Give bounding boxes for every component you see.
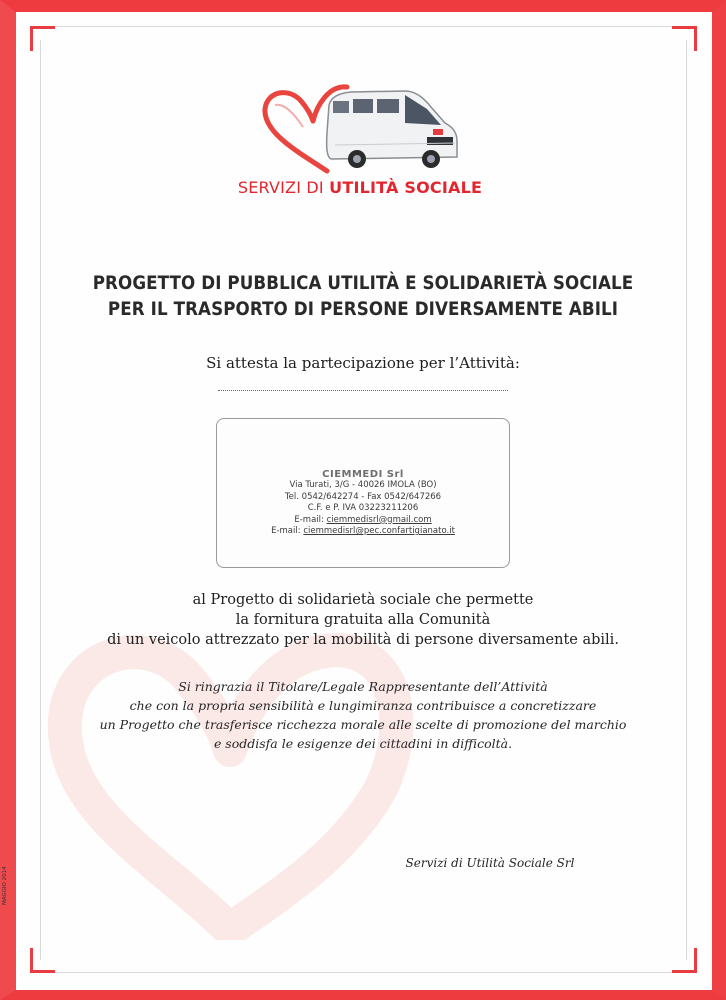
signature: Servizi di Utilità Sociale Srl [405, 856, 575, 870]
dotted-fill-line [218, 390, 508, 391]
title-line-2: PER IL TRASPORTO DI PERSONE DIVERSAMENTE ABILI [107, 298, 619, 320]
corner-mark-bottom-left [30, 948, 55, 973]
guide-line-right [686, 40, 687, 960]
stamp-email-label: E-mail: [294, 514, 327, 525]
guide-line-top [40, 26, 686, 27]
thanks-line-2: che con la propria sensibilità e lungimiranza contribuisce a concretizzare [129, 698, 597, 713]
thanks-paragraph [70, 677, 656, 753]
stamp-company-name: CIEMMEDI Srl [322, 469, 404, 480]
thanks-line-3: un Progetto che trasferisce ricchezza morale alle scelte di promozione del marchio [99, 717, 627, 732]
stamp-pec: ciemmedisrl@pec.confartigianato.it [303, 526, 455, 537]
thanks-line-1: Si ringrazia il Titolare/Legale Rappresentante dell’Attività [178, 679, 548, 694]
brand-name [210, 178, 510, 197]
corner-mark-top-right [672, 26, 697, 51]
thanks-line-4: e soddisfa le esigenze dei cittadini in difficoltà. [213, 736, 513, 751]
heart-watermark-icon [40, 610, 420, 940]
company-stamp [217, 469, 509, 537]
brand-name-part1: SERVIZI DI [237, 178, 330, 197]
company-stamp-box [216, 418, 510, 568]
stamp-email-row [217, 515, 509, 526]
project-description [60, 590, 666, 650]
stamp-pec-label: E-mail: [271, 526, 304, 537]
attestation-text: Si attesta la partecipazione per l’Attività: [206, 354, 520, 372]
stamp-phone: Tel. 0542/642274 - Fax 0542/647266 [284, 491, 442, 502]
document-title [40, 270, 686, 322]
corner-mark-bottom-right [672, 948, 697, 973]
title-line-1: PROGETTO DI PUBBLICA UTILITÀ E SOLIDARIETÀ SOCIALE [92, 272, 634, 294]
stamp-pec-row [217, 526, 509, 537]
logo-graphic [255, 75, 475, 185]
guide-line-bottom [40, 972, 686, 973]
stamp-tax-id: C.F. e P. IVA 03223211206 [307, 503, 419, 514]
body-line-1: al Progetto di solidarietà sociale che permette [192, 592, 534, 608]
stamp-email: ciemmedisrl@gmail.com [326, 514, 432, 525]
body-line-2: la fornitura gratuita alla Comunità [235, 612, 491, 628]
body-line-3: di un veicolo attrezzato per la mobilità di persone diversamente abili. [107, 632, 619, 648]
stamp-address: Via Turati, 3/G - 40026 IMOLA (BO) [289, 480, 437, 491]
brand-name-part2: UTILITÀ SOCIALE [329, 178, 483, 197]
minivan-icon [327, 91, 457, 168]
corner-mark-top-left [30, 26, 55, 51]
side-date-mark: MAGGIO 2014 [2, 866, 8, 905]
